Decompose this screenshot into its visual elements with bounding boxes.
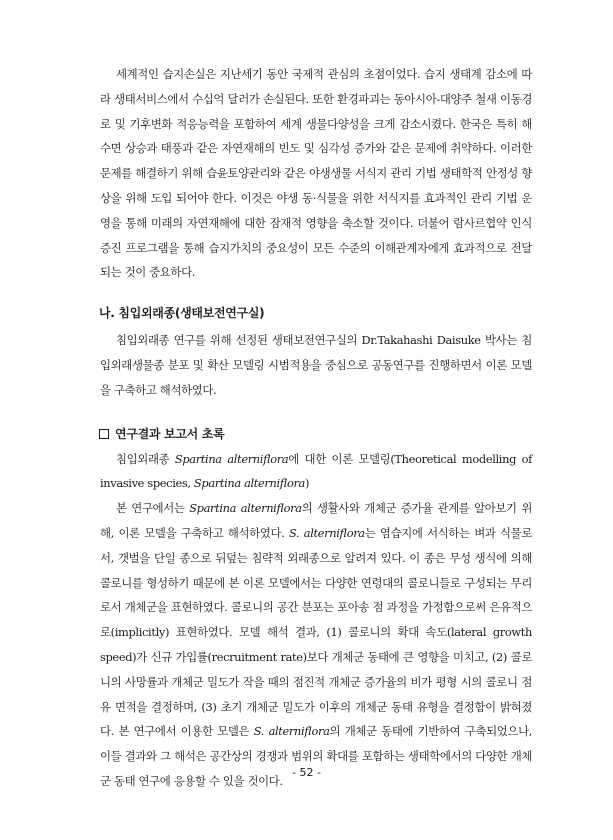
- report-title: [100, 447, 532, 497]
- document-body: [100, 62, 532, 794]
- report-abstract-heading-text: 연구결과 보고서 초록: [115, 426, 225, 441]
- report-title-pre: 침입외래종: [116, 451, 175, 466]
- report-title-species-2: Spartina alterniflora: [193, 476, 306, 491]
- report-abstract-heading: [99, 421, 532, 447]
- abstract-end: 의 개체군 동태에 기반하여 구축되었으나, 이들 결과와 그 해석은 공간상의 경쟁과 범위의 확대를 포함하는 생태학에서의 다양한 개체군 동태 연구에 응용할 수 있을 것이다.: [100, 724, 532, 788]
- abstract-species: Spartina alterniflora: [189, 501, 302, 516]
- page-number: - 52 -: [292, 766, 321, 779]
- invasive-species-paragraph: 침입외래종 연구를 위해 선정된 생태보전연구실의 Dr.Takahashi Daisuke 박사는 침입외래생물종 분포 및 확산 모델링 시범적용을 중심으로 공동연구를 진행하면서 이론 모델을 구축하고 해석하였다.: [100, 333, 532, 397]
- report-title-mid: 에 대한 이론 모델링(Theoretical modelling of invasive species,: [100, 451, 532, 491]
- abstract-pre: 본 연구에서는: [116, 501, 190, 516]
- intro-paragraph: 세계적인 습지손실은 지난세기 동안 국제적 관심의 초점이었다. 습지 생태계 감소에 따라 생태서비스에서 수십억 달러가 손실된다. 또한 환경파괴는 동아시아-대양주 철새 이동경로 및 기후변화 적응능력을 포함하여 세계 생물다양성을 크게 감소시켰다. 한국은 특히 해수면 상승과 태풍과 같은 자연재해의 빈도 및 심각성 증가와 같은 문제에 취약하다. 이러한 문제를 해결하기 위해 습윤토양관리와 같은 야생생물 서식지 관리 기법 생태학적 안정성 향상을 위해 도입 되어야 한다. 이것은 야생 동·식물을 위한 서식지를 효과적인 관리 기법 운영을 통해 미래의 자연재해에 대한 잠재적 영향을 축소할 것이다. 더불어 람사르협약 인식증진 프로그램을 통해 습지가치의 중요성이 모든 수준의 이해관계자에게 효과적으로 전달되는 것이 중요하다.: [100, 67, 532, 280]
- report-title-species: Spartina alterniflora: [174, 451, 289, 466]
- abstract-species-3: S. alterniflora: [253, 724, 330, 739]
- report-abstract-paragraph: [100, 496, 532, 794]
- section-heading-invasive-species: 나. 침입외래종(생태보전연구실): [99, 306, 265, 321]
- abstract-post: 는 염습지에 서식하는 벼과 식물로서, 갯벌을 단일 종으로 뒤덮는 침략적 외래종으로 알려져 있다. 이 종은 무성 생식에 의해 콜로니를 형성하기 때문에 본 이론 모델에서는 다양한 연령대의 콜로니들로 구성되는 무리로서 개체군을 표현하였다. 콜로니의 공간 분포는 포아송 점 과정을 가정함으로써 은유적으로(implicitly) 표현하였다. 모델 해석 결과, (1) 콜로니의 확대 속도(lateral growth speed)가 신규 가입률(recruitment rate)보다 개체군 동태에 큰 영향을 미치고, (2) 콜로니의 사망률과 개체군 밀도가 작을 때의 점진적 개체군 증가율의 비가 평형 시의 콜로니 점유 면적을 결정하며, (3) 초기 개체군 밀도가 이후의 개체군 동태 유형을 결정함이 밝혀졌다. 본 연구에서 이용한 모델은: [100, 525, 532, 739]
- abstract-mid: 의 생활사와 개체군 증가율 관계를 알아보기 위해, 이론 모델을 구축하고 해석하였다.: [100, 501, 532, 540]
- checkbox-icon: [99, 429, 109, 439]
- report-title-post: ): [305, 476, 310, 491]
- abstract-species-2: S. alterniflora: [288, 525, 365, 540]
